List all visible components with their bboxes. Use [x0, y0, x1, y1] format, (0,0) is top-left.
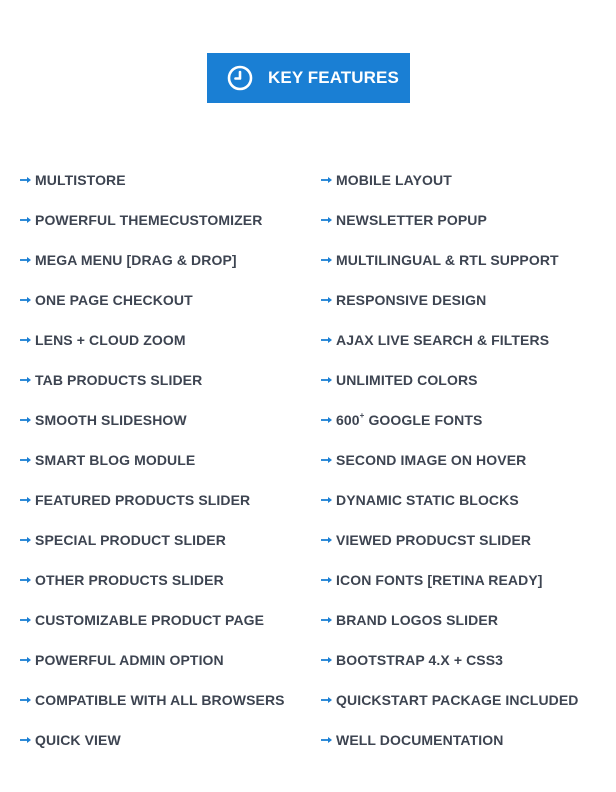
feature-label	[336, 732, 503, 748]
feature-label	[336, 452, 526, 468]
arrow-right-icon	[19, 535, 32, 545]
feature-item-brand-logos-slider	[320, 600, 579, 640]
feature-label	[35, 292, 193, 308]
feature-text: BRAND LOGOS SLIDER	[336, 612, 499, 628]
arrow-right-icon	[320, 255, 333, 265]
feature-text: SMART BLOG MODULE	[35, 452, 196, 468]
feature-item-customizable-product-page	[19, 600, 285, 640]
feature-item-responsive-design	[320, 280, 579, 320]
feature-item-one-page-checkout	[19, 280, 285, 320]
key-features-banner	[207, 53, 410, 103]
arrow-right-icon	[320, 575, 333, 585]
arrow-right-icon	[320, 735, 333, 745]
feature-text: MULTILINGUAL & RTL SUPPORT	[336, 252, 559, 268]
feature-text: MEGA MENU [DRAG & DROP]	[35, 252, 237, 268]
feature-label	[336, 172, 452, 188]
feature-item-other-products-slider	[19, 560, 285, 600]
feature-label	[35, 372, 202, 388]
feature-item-multilingual-rtl-support	[320, 240, 579, 280]
feature-label	[336, 212, 487, 228]
arrow-right-icon	[19, 175, 32, 185]
feature-label	[336, 372, 478, 388]
features-list-left	[19, 160, 285, 760]
feature-text-rest: GOOGLE FONTS	[364, 412, 483, 428]
feature-item-newsletter-popup	[320, 200, 579, 240]
feature-item-tab-products-slider	[19, 360, 285, 400]
feature-label	[35, 492, 250, 508]
feature-label	[336, 332, 549, 348]
feature-item-mega-menu-drag-drop	[19, 240, 285, 280]
feature-text: ICON FONTS [RETINA READY]	[336, 572, 543, 588]
feature-text: DYNAMIC STATIC BLOCKS	[336, 492, 519, 508]
feature-text: AJAX LIVE SEARCH & FILTERS	[336, 332, 550, 348]
feature-text: POWERFUL ADMIN OPTION	[35, 652, 224, 668]
feature-label	[35, 412, 187, 428]
arrow-right-icon	[320, 175, 333, 185]
feature-text: CUSTOMIZABLE PRODUCT PAGE	[35, 612, 265, 628]
feature-label	[336, 412, 482, 428]
feature-label	[336, 492, 519, 508]
feature-item-multistore	[19, 160, 285, 200]
feature-text: LENS + CLOUD ZOOM	[35, 332, 186, 348]
arrow-right-icon	[19, 335, 32, 345]
feature-text: QUICK VIEW	[35, 732, 121, 748]
feature-text: MULTISTORE	[35, 172, 126, 188]
arrow-right-icon	[320, 415, 333, 425]
arrow-right-icon	[320, 615, 333, 625]
feature-item-well-documentation	[320, 720, 579, 760]
feature-text: SPECIAL PRODUCT SLIDER	[35, 532, 226, 548]
feature-item-compatible-with-all-browsers	[19, 680, 285, 720]
feature-item-smart-blog-module	[19, 440, 285, 480]
feature-item-powerful-themecustomizer	[19, 200, 285, 240]
feature-label	[336, 292, 486, 308]
feature-item-600	[320, 400, 579, 440]
feature-label	[35, 612, 264, 628]
feature-item-smooth-slideshow	[19, 400, 285, 440]
feature-item-lens-cloud-zoom	[19, 320, 285, 360]
arrow-right-icon	[19, 495, 32, 505]
feature-item-quick-view	[19, 720, 285, 760]
arrow-right-icon	[19, 655, 32, 665]
feature-text: MOBILE LAYOUT	[336, 172, 452, 188]
feature-text: TAB PRODUCTS SLIDER	[35, 372, 203, 388]
arrow-right-icon	[19, 215, 32, 225]
feature-item-quickstart-package-included	[320, 680, 579, 720]
feature-label	[35, 572, 224, 588]
feature-label	[336, 692, 579, 708]
clock-icon	[227, 65, 253, 91]
feature-text: 600	[336, 412, 360, 428]
feature-label	[35, 332, 186, 348]
feature-text: WELL DOCUMENTATION	[336, 732, 504, 748]
feature-text: COMPATIBLE WITH ALL BROWSERS	[35, 692, 285, 708]
arrow-right-icon	[19, 615, 32, 625]
feature-text: VIEWED PRODUCST SLIDER	[336, 532, 532, 548]
arrow-right-icon	[320, 335, 333, 345]
feature-label	[336, 652, 503, 668]
feature-label	[336, 612, 498, 628]
arrow-right-icon	[19, 375, 32, 385]
feature-label	[336, 252, 559, 268]
feature-text: OTHER PRODUCTS SLIDER	[35, 572, 224, 588]
arrow-right-icon	[320, 495, 333, 505]
feature-item-mobile-layout	[320, 160, 579, 200]
arrow-right-icon	[19, 415, 32, 425]
arrow-right-icon	[19, 695, 32, 705]
feature-item-unlimited-colors	[320, 360, 579, 400]
feature-text: ONE PAGE CHECKOUT	[35, 292, 193, 308]
feature-item-bootstrap-4-x-css3	[320, 640, 579, 680]
features-list-right	[320, 160, 579, 760]
feature-item-viewed-producst-slider	[320, 520, 579, 560]
arrow-right-icon	[320, 215, 333, 225]
feature-text: SECOND IMAGE ON HOVER	[336, 452, 527, 468]
arrow-right-icon	[19, 735, 32, 745]
feature-label	[35, 252, 237, 268]
feature-label	[35, 692, 285, 708]
feature-text: POWERFUL THEMECUSTOMIZER	[35, 212, 263, 228]
feature-label	[336, 532, 531, 548]
feature-label	[35, 732, 121, 748]
feature-label	[35, 532, 226, 548]
feature-item-featured-products-slider	[19, 480, 285, 520]
arrow-right-icon	[320, 295, 333, 305]
feature-item-icon-fonts-retina-ready	[320, 560, 579, 600]
arrow-right-icon	[320, 375, 333, 385]
arrow-right-icon	[19, 295, 32, 305]
arrow-right-icon	[320, 455, 333, 465]
feature-item-second-image-on-hover	[320, 440, 579, 480]
feature-label	[35, 452, 195, 468]
feature-text: NEWSLETTER POPUP	[336, 212, 487, 228]
arrow-right-icon	[19, 455, 32, 465]
feature-text: SMOOTH SLIDESHOW	[35, 412, 187, 428]
feature-label	[35, 212, 262, 228]
feature-item-powerful-admin-option	[19, 640, 285, 680]
feature-text: FEATURED PRODUCTS SLIDER	[35, 492, 251, 508]
feature-item-special-product-slider	[19, 520, 285, 560]
feature-label	[336, 572, 543, 588]
feature-text: UNLIMITED COLORS	[336, 372, 478, 388]
banner-title: KEY FEATURES	[268, 68, 399, 87]
feature-text: BOOTSTRAP 4.X + CSS3	[336, 652, 504, 668]
arrow-right-icon	[320, 695, 333, 705]
arrow-right-icon	[19, 255, 32, 265]
feature-label	[35, 652, 224, 668]
feature-item-dynamic-static-blocks	[320, 480, 579, 520]
arrow-right-icon	[19, 575, 32, 585]
plus-superscript: +	[359, 411, 365, 421]
feature-text: RESPONSIVE DESIGN	[336, 292, 487, 308]
feature-item-ajax-live-search-filters	[320, 320, 579, 360]
feature-label	[35, 172, 126, 188]
arrow-right-icon	[320, 655, 333, 665]
feature-text: QUICKSTART PACKAGE INCLUDED	[336, 692, 579, 708]
arrow-right-icon	[320, 535, 333, 545]
